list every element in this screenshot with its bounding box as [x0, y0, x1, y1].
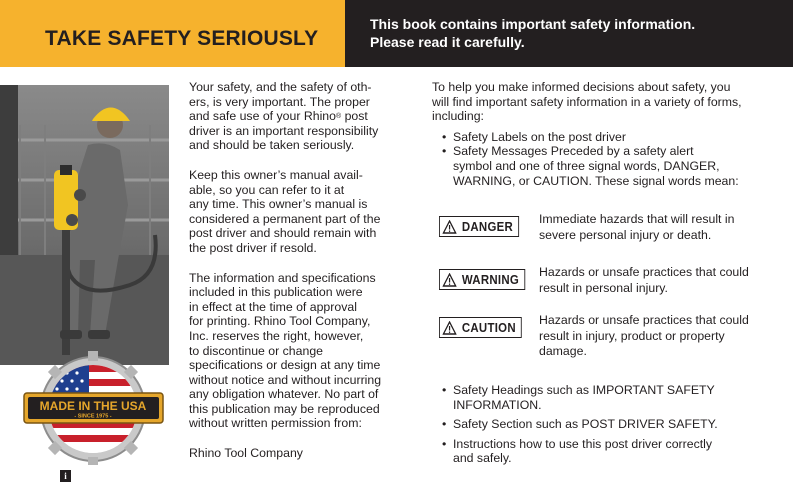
notice-line-2: Please read it carefully.	[370, 34, 525, 50]
list-item: • Safety Labels on the post driver	[432, 130, 772, 145]
safety-forms-continued	[432, 383, 772, 471]
warning-meaning: Hazards or unsafe practices that could result in personal injury.	[539, 265, 749, 295]
top-bullet-list	[432, 130, 772, 188]
worker-photo	[0, 85, 169, 365]
made-in-usa-badge	[22, 345, 165, 467]
safety-paragraph-end: post driver is an important responsibility and should be taken seriously.	[189, 109, 379, 153]
warning-triangle-icon	[443, 273, 457, 287]
header-title-banner	[0, 0, 345, 67]
header-notice-banner	[345, 0, 793, 67]
company-name: Rhino Tool Company	[189, 446, 303, 461]
safety-paragraph-start: Your safety, and the safety of oth- ers, is very important. The proper and safe use of your Rhino	[189, 80, 372, 124]
info-icon: i	[60, 470, 71, 482]
specifications-paragraph: The information and specifications included in this publication were in effect at the time of approval for printing. Rhino Tool Company, Inc. reserves the right, however, to discontinue or change specifications or design at any time without notice and without incurring any obligation whatever. No part of this publication may be reproduced without written permission from:	[189, 270, 382, 431]
warning-word: WARNING	[461, 272, 520, 287]
danger-label	[439, 216, 519, 237]
worker-photo-illustration	[0, 85, 169, 365]
made-in-usa-badge-graphic	[22, 345, 165, 467]
manual-paragraph: Keep this owner’s manual avail- able, so you can refer to it at any time. This owner’s manual is considered a permanent part of the post driver and should remain with the post driver if resold.	[189, 167, 381, 255]
intro-column	[189, 80, 401, 476]
safety-paragraph	[189, 80, 401, 153]
danger-word: DANGER	[461, 219, 514, 234]
warning-triangle-icon	[443, 321, 457, 335]
safety-forms-column	[432, 80, 772, 188]
safety-forms-intro: To help you make informed decisions about safety, you will find important safety information in a variety of forms, including:	[432, 80, 742, 124]
danger-meaning: Immediate hazards that will result in severe personal injury or death.	[539, 212, 735, 242]
badge-since-text: - SINCE 1975 -	[74, 413, 112, 420]
warning-label	[439, 269, 525, 290]
registered-mark: ®	[335, 113, 342, 121]
list-item: • Safety Messages Preceded by a safety alert symbol and one of three signal words, DANGER, WARNING, or CAUTION. These signal words mean:	[432, 144, 772, 188]
page-title: TAKE SAFETY SERIOUSLY	[45, 27, 319, 50]
list-item: • Instructions how to use this post driver correctly and safely.	[432, 437, 772, 466]
list-item: • Safety Headings such as IMPORTANT SAFETY INFORMATION.	[432, 383, 772, 412]
caution-word: CAUTION	[461, 320, 516, 335]
bottom-bullet-list	[432, 383, 772, 466]
warning-triangle-icon	[443, 220, 457, 234]
badge-main-text: MADE IN THE USA	[39, 399, 147, 413]
notice-line-1: This book contains important safety information.	[370, 16, 696, 32]
caution-meaning: Hazards or unsafe practices that could result in injury, product or property damage.	[539, 313, 749, 358]
list-item: • Safety Section such as POST DRIVER SAFETY.	[432, 417, 772, 432]
caution-label	[439, 317, 522, 338]
